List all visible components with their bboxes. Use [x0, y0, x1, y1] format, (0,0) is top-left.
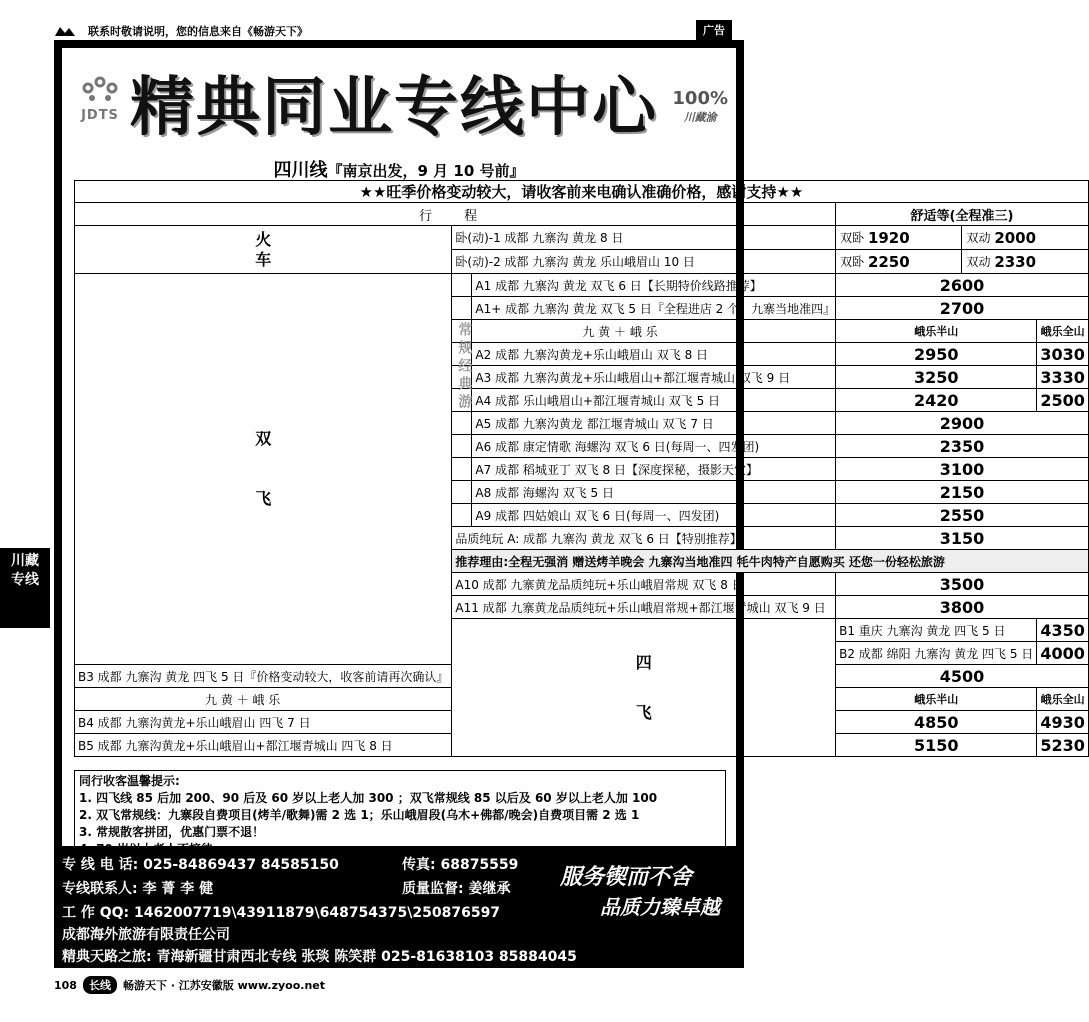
- route-text: A1 成都 九寨沟 黄龙 双飞 6 日【长期特价线路推荐】: [475, 278, 762, 293]
- recommend-text: 推荐理由:全程无强消 赠送烤羊晚会 九寨沟当地准四 牦牛肉特产自愿购买 还您一份轻松旅游: [452, 550, 1088, 573]
- price-value: 3500: [836, 573, 1089, 596]
- page-title: 精典同业专线中心: [130, 70, 658, 145]
- subtitle-main: 四川线: [273, 160, 328, 181]
- train-label: [75, 226, 452, 274]
- price-value: 4000: [1037, 642, 1089, 665]
- jdts-logo-icon: [78, 76, 122, 102]
- side-tab-line-1: 川藏: [11, 553, 39, 569]
- percent-text: 100%: [672, 88, 728, 109]
- contact-phone: 专 线 电 话: 025-84869437 84585150: [62, 857, 339, 873]
- price-label: 双卧: [840, 255, 865, 269]
- footer-text: 畅游天下 · 江苏安徽版 www.zyoo.net: [122, 979, 326, 992]
- train-label-bottom: 车: [255, 249, 272, 269]
- price-value: 2950: [836, 343, 1037, 366]
- page-footer: [54, 976, 325, 994]
- shuangfei-label: [75, 274, 452, 665]
- price-value: 4930: [1037, 711, 1089, 734]
- route-text: A3 成都 九寨沟黄龙+乐山峨眉山+都江堰青城山 双飞 9 日: [475, 370, 791, 385]
- jdts-logo: [70, 76, 130, 136]
- ad-label: 广告: [696, 20, 732, 40]
- price-value: 2000: [994, 228, 1037, 247]
- header: [62, 48, 736, 152]
- route-cell: [452, 412, 836, 435]
- route-cell: [452, 504, 836, 527]
- price-value: 2420: [836, 389, 1037, 412]
- price-value: 2350: [836, 435, 1089, 458]
- route-text: A5 成都 九寨沟黄龙 都江堰青城山 双飞 7 日: [475, 416, 714, 431]
- price-value: 5150: [836, 734, 1037, 757]
- shuangfei-label-bottom: 飞: [255, 489, 272, 508]
- half-mountain-header: 峨乐半山: [836, 320, 1037, 343]
- tip-item: 3. 常规散客拼团，优惠门票不退！: [79, 825, 265, 839]
- route-cell: [452, 481, 836, 504]
- price-value: 1920: [867, 228, 910, 247]
- price-content: [62, 152, 1085, 846]
- price-label: 双卧: [840, 231, 865, 245]
- contact-company: 成都海外旅游有限责任公司: [62, 927, 230, 943]
- train-label-top: 火: [255, 229, 272, 249]
- contact-fax: 传真: 68875559: [402, 857, 519, 873]
- route-cell: [452, 458, 836, 481]
- sifei-label-bottom: 飞: [635, 702, 652, 722]
- train-row-1: [75, 226, 1089, 250]
- route-text: B1 重庆 九寨沟 黄龙 四飞 5 日: [836, 619, 1037, 642]
- route-text: A2 成都 九寨沟黄龙+乐山峨眉山 双飞 8 日: [475, 347, 709, 362]
- route-text: B4 成都 九寨沟黄龙+乐山峨眉山 四飞 7 日: [75, 711, 452, 734]
- contact-qq: 工 作 QQ: 1462007719\43911879\648754375\250876597: [62, 905, 501, 921]
- section-pill: 长线: [83, 976, 117, 994]
- contact-other-line: 精典天路之旅: 青海新疆甘肃西北专线 张琰 陈笑群 025-81638103 85884045: [62, 949, 577, 965]
- price-table: [74, 180, 1089, 757]
- route-cell: [452, 343, 836, 366]
- full-mountain-header: 峨乐全山: [1037, 688, 1089, 711]
- price-value: 3030: [1037, 343, 1089, 366]
- slogan-line-1: 服务锲而不舍: [560, 865, 693, 890]
- tips-title: 同行收客温馨提示:: [79, 774, 180, 788]
- source-notice: 联系时敬请说明，您的信息来自《畅游天下》: [88, 25, 308, 38]
- route-cell: [452, 389, 836, 412]
- train-price-cell: [836, 226, 1089, 250]
- price-value: 3250: [836, 366, 1037, 389]
- train-route: 卧(动)-2 成都 九寨沟 黄龙 乐山峨眉山 10 日: [452, 250, 836, 274]
- price-value: 4500: [836, 665, 1089, 688]
- price-value: 2330: [994, 252, 1037, 271]
- price-value: 2250: [867, 252, 910, 271]
- contact-person: 专线联系人: 李 菁 李 健: [62, 881, 214, 897]
- tip-item: 1. 四飞线 85 后加 200、90 后及 60 岁以上老人加 300 ；双飞常规线 85 以后及 60 岁以上老人加 100: [79, 791, 658, 805]
- subheader-text: 九 黄 ＋ 峨 乐: [75, 688, 452, 711]
- shuangfei-label-top: 双: [255, 429, 272, 448]
- route-cell: [452, 435, 836, 458]
- route-subtitle: [62, 156, 736, 182]
- subheader-text: 九 黄 ＋ 峨 乐: [582, 324, 658, 339]
- route-text: A11 成都 九寨黄龙品质纯玩+乐山峨眉常规+都江堰青城山 双飞 9 日: [452, 596, 836, 619]
- route-text: A1+ 成都 九寨沟 黄龙 双飞 5 日『全程进店 2 个，九寨当地准四』: [475, 301, 836, 316]
- price-value: 3330: [1037, 366, 1089, 389]
- route-text: B5 成都 九寨沟黄龙+乐山峨眉山+都江堰青城山 四飞 8 日: [75, 734, 452, 757]
- slogan-line-2: 品质力臻卓越: [600, 895, 720, 919]
- route-text: A4 成都 乐山峨眉山+都江堰青城山 双飞 5 日: [475, 393, 721, 408]
- price-label: 双动: [966, 231, 991, 245]
- price-value: 3800: [836, 596, 1089, 619]
- price-value: 2900: [836, 412, 1089, 435]
- regular-tour-stamp: 常规经典游: [456, 322, 473, 412]
- price-value: 2500: [1037, 389, 1089, 412]
- price-value: 2600: [836, 274, 1089, 297]
- contact-quality: 质量监督: 姜继承: [402, 881, 511, 897]
- subtitle-detail: 『南京出发，9 月 10 号前』: [327, 162, 525, 180]
- route-text: A8 成都 海螺沟 双飞 5 日: [475, 485, 614, 500]
- region-text: 川藏渝: [683, 111, 717, 124]
- price-value: 4850: [836, 711, 1037, 734]
- slogan: [560, 860, 740, 920]
- route-cell: [452, 274, 836, 297]
- price-change-banner: ★★旺季价格变动较大，请收客前来电确认准确价格，感谢支持★★: [75, 181, 1089, 203]
- price-value: 3100: [836, 458, 1089, 481]
- price-value: 3150: [836, 527, 1089, 550]
- banner-row: [75, 181, 1089, 203]
- full-mountain-header: 峨乐全山: [1037, 320, 1089, 343]
- price-value: 5230: [1037, 734, 1089, 757]
- logo-text: JDTS: [81, 108, 119, 123]
- page-number: 108: [54, 978, 77, 992]
- train-price-cell: [836, 250, 1089, 274]
- route-text: A10 成都 九寨黄龙品质纯玩+乐山峨眉常规 双飞 8 日: [452, 573, 836, 596]
- route-cell: [452, 297, 836, 320]
- route-text: A6 成都 康定情歌 海螺沟 双飞 6 日(每周一、四发团): [475, 439, 760, 454]
- column-header-row: [75, 203, 1089, 226]
- side-tab-line-2: 专线: [11, 572, 39, 588]
- route-text: B2 成都 绵阳 九寨沟 黄龙 四飞 5 日: [836, 642, 1037, 665]
- route-text: 品质纯玩 A: 成都 九寨沟 黄龙 双飞 6 日【特别推荐】: [452, 527, 836, 550]
- price-value: 2150: [836, 481, 1089, 504]
- magazine-logo-icon: [54, 23, 76, 39]
- route-text: A7 成都 稻城亚丁 双飞 8 日【深度探秘，摄影天堂】: [475, 462, 758, 477]
- route-cell: [452, 366, 836, 389]
- itinerary-header: 行 程: [75, 203, 836, 226]
- sifei-label-top: 四: [635, 652, 652, 672]
- side-section-tab: [0, 548, 50, 628]
- route-text: A9 成都 四姑娘山 双飞 6 日(每周一、四发团): [475, 508, 720, 523]
- shuangfei-row-a1: [75, 274, 1089, 297]
- comfort-header: 舒适等(全程准三): [836, 203, 1089, 226]
- quality-badge: [672, 88, 728, 125]
- train-route: 卧(动)-1 成都 九寨沟 黄龙 8 日: [452, 226, 836, 250]
- price-label: 双动: [966, 255, 991, 269]
- route-text: B3 成都 九寨沟 黄龙 四飞 5 日『价格变动较大，收客前请再次确认』: [75, 665, 452, 688]
- price-value: 2700: [836, 297, 1089, 320]
- price-value: 2550: [836, 504, 1089, 527]
- sifei-label: [452, 619, 836, 757]
- price-value: 4350: [1037, 619, 1089, 642]
- tip-item: 2. 双飞常规线：九寨段自费项目(烤羊/歌舞)需 2 选 1；乐山峨眉段(乌木+佛都/晚会)自费项目需 2 选 1: [79, 808, 640, 822]
- half-mountain-header: 峨乐半山: [836, 688, 1037, 711]
